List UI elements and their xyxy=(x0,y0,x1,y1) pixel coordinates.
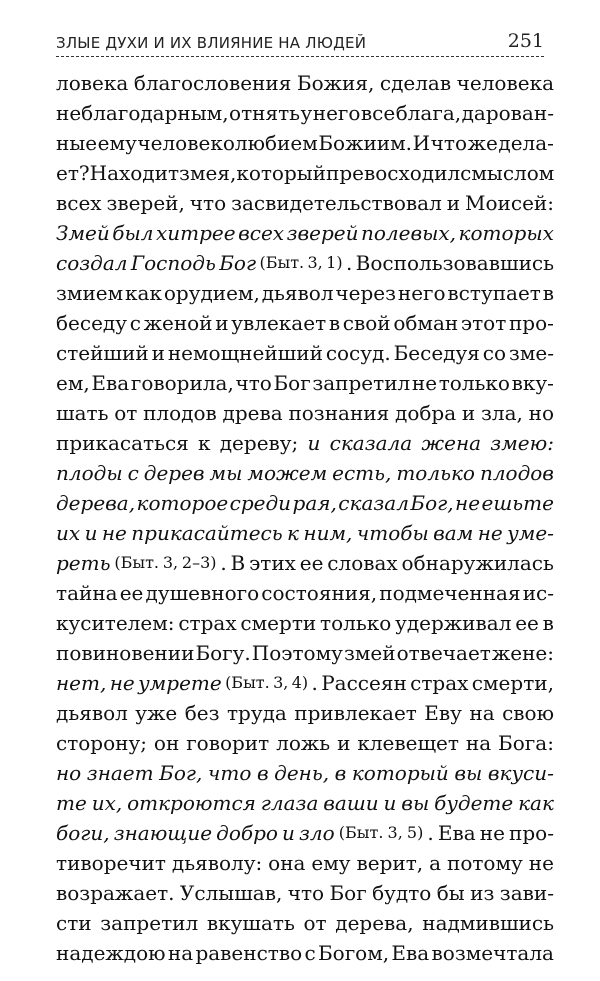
word: и xyxy=(215,311,229,335)
word: как xyxy=(125,281,162,305)
text-line xyxy=(56,218,554,248)
word: повиновении xyxy=(56,641,195,665)
word: труда xyxy=(226,701,287,725)
word: человеколюбием xyxy=(137,131,318,155)
word: смерти xyxy=(240,611,317,635)
word: ее xyxy=(515,611,539,635)
quoted-word: можем xyxy=(247,461,328,485)
word: немощнейший xyxy=(167,341,323,365)
word: запретил xyxy=(312,371,411,395)
word: ее xyxy=(299,551,324,575)
word: Ева xyxy=(437,821,476,845)
word: неблагодарным, xyxy=(56,101,229,125)
quoted-word: не xyxy=(101,521,127,545)
word: кусителем: xyxy=(56,611,175,635)
quoted-word: и xyxy=(383,791,397,815)
word: возражает. xyxy=(56,881,175,905)
word: вку- xyxy=(511,371,554,395)
text-line xyxy=(56,578,554,608)
word: дерева, xyxy=(335,911,414,935)
word: прикасаться xyxy=(56,431,189,455)
quoted-word: которое xyxy=(136,491,229,515)
text-line xyxy=(56,548,554,578)
running-title: ЗЛЫЕ ДУХИ И ИХ ВЛИЯНИЕ НА ЛЮДЕЙ xyxy=(56,34,367,52)
quoted-word: прикасайтесь xyxy=(131,521,283,545)
text-line xyxy=(56,428,554,458)
word: на xyxy=(469,701,495,725)
word: зверей, xyxy=(106,191,185,215)
quoted-word: знает xyxy=(86,761,154,785)
word: состояния, xyxy=(261,581,378,605)
word: говорила, xyxy=(130,371,234,395)
text-line xyxy=(56,188,554,218)
quoted-word: откроются xyxy=(127,791,256,815)
text-line xyxy=(56,818,554,848)
word: с xyxy=(304,941,316,965)
word: бы xyxy=(436,881,465,905)
quoted-word: вам xyxy=(433,521,474,545)
quoted-word: реть xyxy=(56,551,111,575)
quoted-word: умрете xyxy=(138,671,222,695)
word: что xyxy=(235,371,272,395)
quoted-word: и xyxy=(84,521,98,545)
quoted-word: к xyxy=(287,521,299,545)
word: сделав xyxy=(379,71,452,95)
quoted-word: змею: xyxy=(490,431,554,455)
quoted-word: не xyxy=(477,521,503,545)
word: на xyxy=(465,731,492,755)
word: Моисей: xyxy=(465,191,554,215)
word: змея, xyxy=(179,161,237,185)
quoted-word: и xyxy=(307,431,321,455)
quoted-word: полевых, xyxy=(360,221,457,245)
scripture-reference: 5) xyxy=(406,823,424,842)
word: из xyxy=(470,881,495,905)
word: у xyxy=(300,101,313,125)
word: этот xyxy=(460,311,507,335)
word: но xyxy=(528,401,554,425)
text-line xyxy=(56,368,554,398)
quoted-word: не xyxy=(109,671,135,695)
word: и xyxy=(337,731,351,755)
word: все xyxy=(360,101,396,125)
word: змей xyxy=(343,641,396,665)
word: орудием, xyxy=(163,281,260,305)
word: вступает xyxy=(447,281,541,305)
text-line xyxy=(56,758,554,788)
quoted-word: ним, xyxy=(303,521,353,545)
word: сти xyxy=(56,911,92,935)
word: ловека xyxy=(56,71,129,95)
text-line xyxy=(56,248,554,278)
word: через xyxy=(335,281,397,305)
word: . xyxy=(220,551,227,575)
text-line xyxy=(56,788,554,818)
quoted-word: плоды xyxy=(56,461,123,485)
word: засвидетельствовал xyxy=(231,191,442,215)
quoted-word: боги, xyxy=(56,821,110,845)
text-line xyxy=(56,308,554,338)
quoted-word: зло xyxy=(299,821,335,845)
word: страх xyxy=(178,611,237,635)
word: подмеченная xyxy=(379,581,521,605)
quoted-word: будете xyxy=(434,791,514,815)
word: к xyxy=(198,431,211,455)
word: а xyxy=(429,851,442,875)
word: человека xyxy=(456,71,554,95)
word: Бог xyxy=(273,371,311,395)
word: ее xyxy=(119,581,144,605)
quoted-word: но xyxy=(56,761,82,785)
quoted-word: вы xyxy=(454,761,483,785)
word: на xyxy=(167,941,194,965)
quoted-word: нет, xyxy=(56,671,107,695)
word: Услышав, xyxy=(179,881,283,905)
word: познания xyxy=(288,401,390,425)
word: дела- xyxy=(498,131,554,155)
scripture-reference: (Быт. xyxy=(259,253,305,272)
scripture-reference: (Быт. xyxy=(338,823,384,842)
quoted-word: Господь xyxy=(130,251,216,275)
quoted-word: те xyxy=(56,791,87,815)
word: Бог xyxy=(329,881,367,905)
quoted-word: жена xyxy=(421,431,482,455)
word: клевещет xyxy=(357,731,459,755)
word: Воспользовавшись xyxy=(355,251,554,275)
quoted-word: не xyxy=(455,491,481,515)
text-line xyxy=(56,638,554,668)
word: свою xyxy=(502,701,554,725)
word: надмившись xyxy=(422,911,554,935)
quoted-word: который xyxy=(351,761,449,785)
text-line xyxy=(56,458,554,488)
text-line xyxy=(56,68,554,98)
quoted-word: ваши xyxy=(323,791,379,815)
word: отвечает xyxy=(396,641,491,665)
word: Беседуя xyxy=(393,341,480,365)
quoted-word: всех xyxy=(238,221,285,245)
word: змием xyxy=(56,281,124,305)
word: И xyxy=(412,131,431,155)
text-line xyxy=(56,518,554,548)
scripture-reference: 3, xyxy=(307,253,323,272)
word: не xyxy=(479,821,505,845)
quoted-word: и xyxy=(282,821,295,845)
text-line xyxy=(56,878,554,908)
word: него xyxy=(397,281,446,305)
text-line xyxy=(56,128,554,158)
quoted-word: мы xyxy=(209,461,243,485)
quoted-word: дерева, xyxy=(56,491,136,515)
word: со xyxy=(482,341,507,365)
word: удерживал xyxy=(395,611,512,635)
word: в xyxy=(328,311,341,335)
word: дьявол xyxy=(56,701,128,725)
word: Рассеян xyxy=(321,671,407,695)
word: не xyxy=(528,851,554,875)
text-line xyxy=(56,668,554,698)
text-line xyxy=(56,848,554,878)
quoted-word: с xyxy=(127,461,139,485)
quoted-word: сказала xyxy=(329,431,413,455)
quoted-word: вы xyxy=(401,791,430,815)
word: потому xyxy=(446,851,523,875)
text-line xyxy=(56,728,554,758)
word: про- xyxy=(508,311,554,335)
word: страх xyxy=(410,671,469,695)
word: привлекает xyxy=(294,701,417,725)
word: уже xyxy=(135,701,178,725)
word: плодов xyxy=(143,401,217,425)
quoted-word: Бог, xyxy=(159,761,203,785)
word: зла, xyxy=(480,401,523,425)
word: равенство xyxy=(195,941,303,965)
word: Богу. xyxy=(195,641,251,665)
quoted-word: вкуси- xyxy=(487,761,554,785)
quoted-word: день, xyxy=(274,761,330,785)
running-header xyxy=(56,22,544,57)
quoted-word: Бог, xyxy=(410,491,454,515)
word: и xyxy=(446,191,461,215)
quoted-word: хитрее xyxy=(156,221,236,245)
quoted-word: ешьте xyxy=(481,491,554,515)
quoted-word: добро xyxy=(216,821,278,845)
word: Ева xyxy=(91,371,130,395)
word: него xyxy=(312,101,361,125)
quoted-word: Змей xyxy=(56,221,110,245)
word: тиворечит xyxy=(56,851,166,875)
word: ис- xyxy=(522,581,554,605)
word: благословения xyxy=(133,71,292,95)
word: Еву xyxy=(424,701,462,725)
scripture-reference: 3, xyxy=(162,553,179,572)
word: . xyxy=(311,671,318,695)
body-text xyxy=(56,68,554,968)
quoted-word: был xyxy=(112,221,154,245)
word: про- xyxy=(509,821,554,845)
word: ложь xyxy=(276,731,331,755)
word: смерти, xyxy=(471,671,554,695)
quoted-word: есть, xyxy=(332,461,392,485)
word: же xyxy=(467,131,498,155)
text-line xyxy=(56,338,554,368)
word: дарован- xyxy=(461,101,554,125)
word: . xyxy=(427,821,434,845)
word: Находит xyxy=(89,161,180,185)
word: смыслом xyxy=(460,161,555,185)
text-line xyxy=(56,398,554,428)
word: В xyxy=(230,551,246,575)
quoted-word: которых xyxy=(458,221,554,245)
page-number: 251 xyxy=(507,30,544,52)
quoted-word: создал xyxy=(56,251,128,275)
quoted-word: чтобы xyxy=(356,521,429,545)
quoted-word: Бог xyxy=(219,251,257,275)
text-line xyxy=(56,608,554,638)
word: всех xyxy=(56,191,102,215)
word: от xyxy=(114,401,138,425)
quoted-word: уме- xyxy=(507,521,554,545)
word: который xyxy=(236,161,327,185)
scripture-reference: 2–3) xyxy=(181,553,217,572)
quoted-word: их xyxy=(56,521,81,545)
scripture-reference: (Быт. xyxy=(114,553,159,572)
quoted-word: сказал xyxy=(338,491,409,515)
text-line xyxy=(56,698,554,728)
quoted-word: только xyxy=(396,461,475,485)
word: Богом, xyxy=(317,941,390,965)
word: словах xyxy=(327,551,398,575)
word: запретил xyxy=(100,911,199,935)
word: дьяволу: xyxy=(171,851,263,875)
word: сторону; xyxy=(56,731,147,755)
word: в xyxy=(542,281,554,305)
word: добра xyxy=(395,401,457,425)
word: верит, xyxy=(356,851,424,875)
text-line xyxy=(56,488,554,518)
word: и xyxy=(151,341,165,365)
word: только xyxy=(320,611,392,635)
scripture-reference: 3, xyxy=(387,823,403,842)
word: Поэтому xyxy=(251,641,343,665)
text-line xyxy=(56,98,554,128)
text-line xyxy=(56,908,554,938)
quoted-word: зверей xyxy=(286,221,359,245)
word: вкушать xyxy=(206,911,295,935)
text-line xyxy=(56,278,554,308)
quoted-word: среди xyxy=(229,491,292,515)
word: превосходил xyxy=(326,161,461,185)
word: Ева xyxy=(391,941,430,965)
quoted-word: что xyxy=(207,761,252,785)
text-line xyxy=(56,158,554,188)
word: свой xyxy=(342,311,391,335)
quoted-word: их, xyxy=(91,791,123,815)
word: ет? xyxy=(56,161,90,185)
word: что xyxy=(287,881,325,905)
word: Божиим. xyxy=(318,131,413,155)
word: ему xyxy=(97,131,137,155)
word: возмечтала xyxy=(431,941,554,965)
quoted-word: рая, xyxy=(292,491,337,515)
word: шать xyxy=(56,401,109,425)
word: зме- xyxy=(508,341,554,365)
quoted-word: в xyxy=(256,761,269,785)
quoted-word: в xyxy=(334,761,347,785)
word: что xyxy=(189,191,227,215)
word: . xyxy=(345,251,353,275)
word: она xyxy=(268,851,306,875)
word: ем, xyxy=(56,371,90,395)
word: этих xyxy=(249,551,296,575)
word: что xyxy=(430,131,467,155)
word: дьявол xyxy=(261,281,334,305)
quoted-word: глаза xyxy=(260,791,319,815)
word: отнять xyxy=(229,101,301,125)
word: не xyxy=(411,371,438,395)
word: дереву; xyxy=(219,431,299,455)
text-line xyxy=(56,938,554,968)
scripture-reference: 3, xyxy=(273,673,289,692)
word: женой xyxy=(143,311,213,335)
scripture-reference: 1) xyxy=(326,253,343,272)
word: беседу xyxy=(56,311,127,335)
scripture-reference: 4) xyxy=(291,673,309,692)
word: жене: xyxy=(491,641,554,665)
word: от xyxy=(303,911,327,935)
word: зави- xyxy=(499,881,554,905)
word: душевного xyxy=(145,581,260,605)
word: ные xyxy=(56,131,98,155)
word: с xyxy=(129,311,141,335)
word: он xyxy=(153,731,180,755)
word: блага, xyxy=(395,101,462,125)
word: и xyxy=(461,401,476,425)
word: надеждою xyxy=(56,941,166,965)
word: без xyxy=(184,701,220,725)
quoted-word: дерев xyxy=(143,461,205,485)
word: Бога: xyxy=(498,731,554,755)
word: стейший xyxy=(56,341,149,365)
word: ему xyxy=(311,851,351,875)
word: Божия, xyxy=(296,71,375,95)
scripture-reference: (Быт. xyxy=(225,673,270,692)
word: в xyxy=(542,611,554,635)
word: говорит xyxy=(186,731,270,755)
word: будто xyxy=(372,881,432,905)
word: только xyxy=(438,371,510,395)
word: древа xyxy=(222,401,283,425)
word: сосуд. xyxy=(325,341,391,365)
word: обман xyxy=(393,311,459,335)
word: тайна xyxy=(56,581,118,605)
word: увлекает xyxy=(231,311,327,335)
quoted-word: как xyxy=(518,791,554,815)
quoted-word: плодов xyxy=(479,461,554,485)
quoted-word: знающие xyxy=(113,821,213,845)
word: обнаружилась xyxy=(401,551,554,575)
